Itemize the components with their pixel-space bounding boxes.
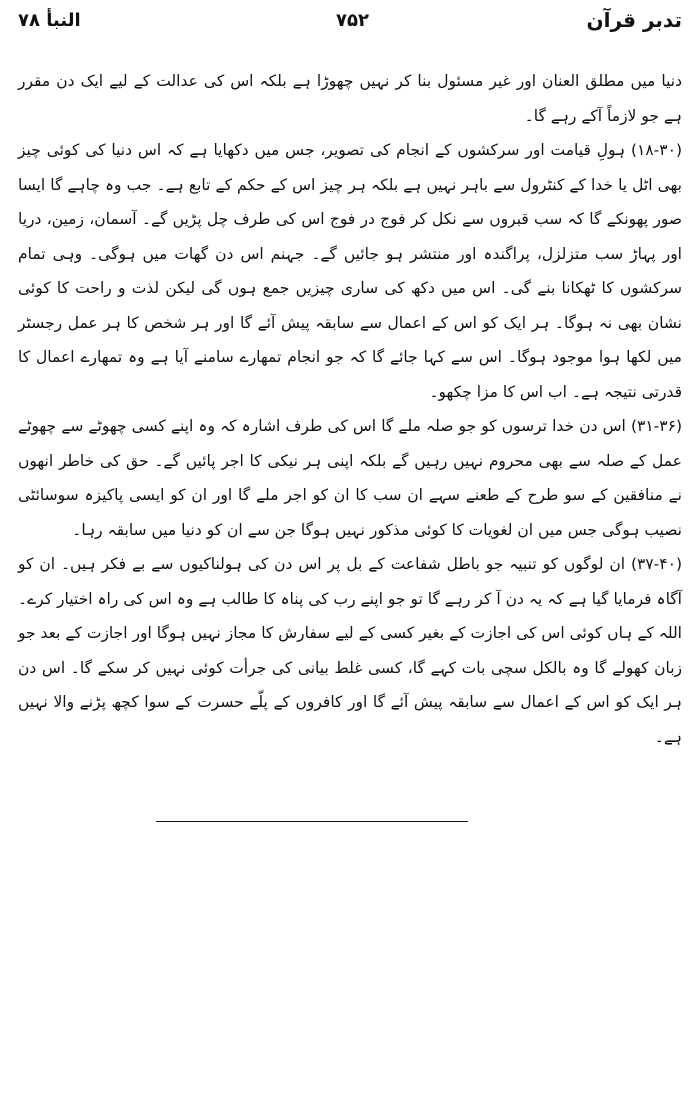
page-number: ۷۵۲ — [336, 10, 369, 31]
paragraph-verses-37-40: (۳۷-۴۰) ان لوگوں کو تنبیہ جو باطل شفاعت کے بل پر اس دن کی ہولناکیوں سے بے فکر ہیں۔ ان کو آگاہ فرمایا گیا ہے کہ یہ دن آ کر رہے گا تو جو اپنے رب کی پناہ کا طالب ہے وہ اس کی راہ اختیار کرے۔ اللہ کے ہاں کوئی اس کی اجازت کے بغیر کسی کے لیے سفارش کا مجاز نہیں ہوگا اور اجازت کے بعد جو زبان کھولے گا وہ بالکل سچی بات کہے گا، کسی غلط بیانی کی جرأت کوئی نہیں کر سکے گا۔ اس دن ہر ایک کو اس کے اعمال سے سابقہ پیش آئے گا اور کافروں کے پلّے حسرت کے سوا کچھ پڑنے والا نہیں ہے۔ — [18, 555, 682, 746]
page-header — [18, 6, 682, 38]
paragraph-verses-31-36: (۳۱-۳۶) اس دن خدا ترسوں کو جو صلہ ملے گا اس کی طرف اشارہ کہ وہ اپنے کسی چھوٹے سے چھوٹے عمل کے صلہ سے بھی محروم نہیں رہیں گے بلکہ اپنی ہر نیکی کا اجر پائیں گے۔ حق کی خاطر انھوں نے منافقین کے سو طرح کے طعنے سہے ان سب کا ان کو اجر ملے گا اور ان کو ایسی پاکیزہ سوسائٹی نصیب ہوگی جس میں ان لغویات کا کوئی مذکور نہیں ہوگا جن سے ان کو دنیا میں سابقہ رہا۔ — [18, 417, 682, 539]
paragraph-intro: دنیا میں مطلق العنان اور غیر مسئول بنا کر نہیں چھوڑا ہے بلکہ اس کی عدالت کے لیے ایک دن مقرر ہے جو لازماً آکے رہے گا۔ — [18, 72, 682, 125]
surah-reference: النبأ ٧٨ — [18, 10, 81, 31]
paragraph-verses-18-30: (۱۸-۳۰) ہولِ قیامت اور سرکشوں کے انجام کی تصویر، جس میں دکھایا ہے کہ اس دنیا کی کوئی چیز بھی اٹل یا خدا کے کنٹرول سے باہر نہیں ہے بلکہ ہر چیز اس کے حکم کے تابع ہے۔ جب وہ چاہے گا ایسا صور پھونکے گا کہ سب قبروں سے نکل کر فوج در فوج اس کی طرف چل پڑیں گے۔ آسمان، زمین، دریا اور پہاڑ سب متزلزل، پراگندہ اور منتشر ہو جائیں گے۔ جہنم اس دن گھات میں ہوگی۔ وہی تمام سرکشوں کا ٹھکانا بنے گی۔ اس میں دکھ کی ساری چیزیں جمع ہوں گی لیکن لذت و راحت کا کوئی نشان بھی نہ ہوگا۔ ہر ایک کو اس کے اعمال سے سابقہ پیش آئے گا اور ہر شخص کا ہر عمل رجسٹر میں لکھا ہوا موجود ہوگا۔ اس سے کہا جائے گا کہ جو انجام تمھارے سامنے آیا ہے وہ تمھارے اعمال کا قدرتی نتیجہ ہے۔ اب اس کا مزا چکھو۔ — [18, 141, 682, 401]
body-text — [18, 64, 682, 754]
section-divider — [156, 821, 468, 822]
book-title: تدبر قرآن — [586, 8, 682, 32]
